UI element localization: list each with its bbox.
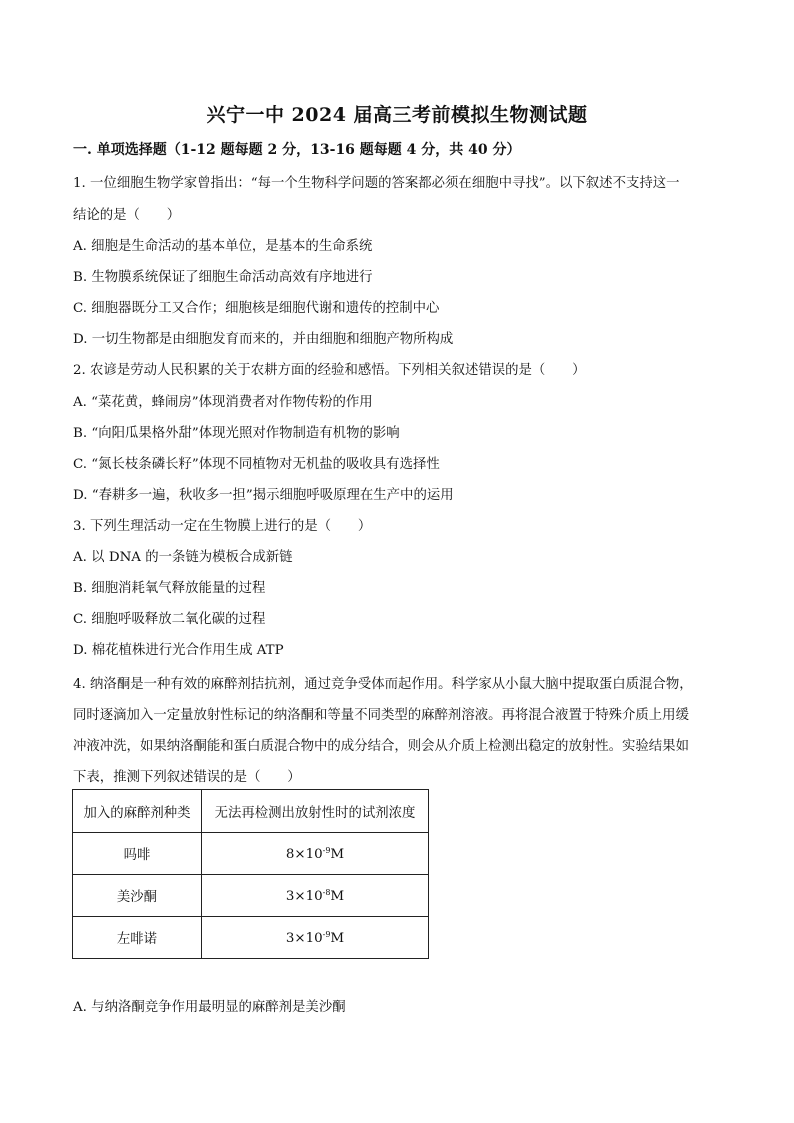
q2-option-d: D. “春耕多一遍，秋收多一担”揭示细胞呼吸原理在生产中的运用 bbox=[73, 488, 454, 503]
concentration-cell bbox=[202, 917, 429, 959]
q3-stem: 3. 下列生理活动一定在生物膜上进行的是（ ） bbox=[73, 519, 372, 534]
q2-option-a: A. “菜花黄，蜂闹房”体现消费者对作物传粉的作用 bbox=[73, 395, 373, 410]
conc-exponent: -9 bbox=[322, 929, 331, 939]
q4-stem-line1: 4. 纳洛酮是一种有效的麻醉剂拮抗剂，通过竞争受体而起作用。科学家从小鼠大脑中提取蛋白质混合物， bbox=[73, 677, 693, 692]
drug-cell: 吗啡 bbox=[73, 833, 202, 875]
q3-option-c: C. 细胞呼吸释放二氧化碳的过程 bbox=[73, 612, 266, 627]
q1-option-c: C. 细胞器既分工又合作；细胞核是细胞代谢和遗传的控制中心 bbox=[73, 301, 440, 316]
q2-option-c: C. “氮长枝条磷长籽”体现不同植物对无机盐的吸收具有选择性 bbox=[73, 457, 440, 472]
page-title: 兴宁一中 2024 届高三考前模拟生物测试题 bbox=[206, 104, 588, 126]
section-heading: 一. 单项选择题（1-12 题每题 2 分，13-16 题每题 4 分，共 40 分） bbox=[73, 142, 521, 158]
table-header-row bbox=[73, 790, 429, 833]
q2-option-b: B. “向阳瓜果格外甜”体现光照对作物制造有机物的影响 bbox=[73, 426, 400, 441]
q3-option-d: D. 棉花植株进行光合作用生成 ATP bbox=[73, 643, 284, 658]
results-table bbox=[72, 789, 429, 959]
q1-stem-line2: 结论的是（ ） bbox=[73, 208, 181, 223]
conc-exponent: -8 bbox=[322, 887, 331, 897]
q3-option-a: A. 以 DNA 的一条链为模板合成新链 bbox=[73, 550, 293, 565]
q1-option-d: D. 一切生物都是由细胞发育而来的，并由细胞和细胞产物所构成 bbox=[73, 332, 454, 347]
q1-option-b: B. 生物膜系统保证了细胞生命活动高效有序地进行 bbox=[73, 270, 373, 285]
q1-option-a: A. 细胞是生命活动的基本单位，是基本的生命系统 bbox=[73, 239, 373, 254]
q2-stem: 2. 农谚是劳动人民积累的关于农耕方面的经验和感悟。下列相关叙述错误的是（ ） bbox=[73, 363, 586, 378]
q1-stem-line1: 1. 一位细胞生物学家曾指出：“每一个生物科学问题的答案都必须在细胞中寻找”。以下叙述不支持这一 bbox=[73, 176, 680, 191]
q4-stem-line3: 冲液冲洗，如果纳洛酮能和蛋白质混合物中的成分结合，则会从介质上检测出稳定的放射性。实验结果如 bbox=[73, 739, 689, 754]
table-row bbox=[73, 875, 429, 917]
table-header-cell: 无法再检测出放射性时的试剂浓度 bbox=[202, 790, 429, 833]
conc-unit: M bbox=[330, 888, 345, 904]
drug-cell: 美沙酮 bbox=[73, 875, 202, 917]
drug-cell: 左啡诺 bbox=[73, 917, 202, 959]
conc-base: 3×10 bbox=[285, 930, 323, 946]
conc-unit: M bbox=[330, 930, 345, 946]
table-header-cell: 加入的麻醉剂种类 bbox=[73, 790, 202, 833]
q4-stem-line2: 同时逐滴加入一定量放射性标记的纳洛酮和等量不同类型的麻醉剂溶液。再将混合液置于特殊介质上用缓 bbox=[73, 708, 689, 723]
conc-base: 3×10 bbox=[285, 888, 323, 904]
table-row bbox=[73, 833, 429, 875]
concentration-cell bbox=[202, 875, 429, 917]
q4-stem-line4: 下表，推测下列叙述错误的是（ ） bbox=[73, 770, 301, 785]
conc-exponent: -9 bbox=[322, 845, 331, 855]
conc-base: 8×10 bbox=[285, 846, 323, 862]
concentration-cell bbox=[202, 833, 429, 875]
table-row bbox=[73, 917, 429, 959]
q3-option-b: B. 细胞消耗氧气释放能量的过程 bbox=[73, 581, 266, 596]
q4-option-a: A. 与纳洛酮竞争作用最明显的麻醉剂是美沙酮 bbox=[73, 1000, 346, 1015]
conc-unit: M bbox=[330, 846, 345, 862]
